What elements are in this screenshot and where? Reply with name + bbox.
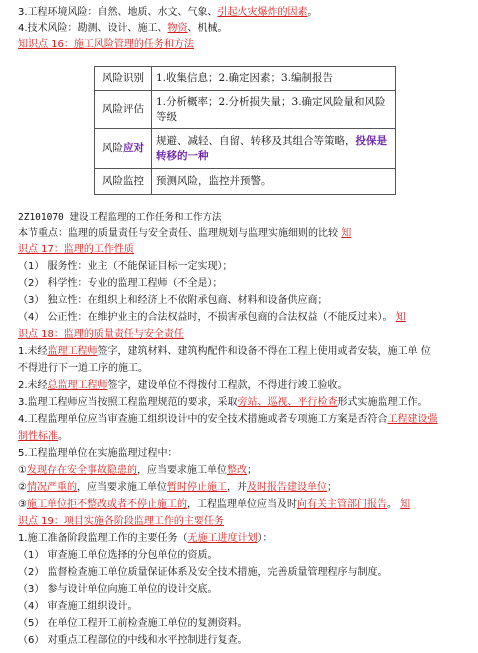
section-code-title: 2Z101070 建设工程监理的工作任务和工作方法 <box>18 212 222 223</box>
table-row <box>95 129 396 169</box>
list-item: （4） 公正性：在维护业主的合法权益时，不损害承包商的合法权益（不能反过来）。 知 <box>18 312 406 323</box>
row-content: 1.分析概率；2.分析损失量；3.确定风险量和风险等级 <box>152 91 396 129</box>
row-header: 风险评估 <box>95 91 152 129</box>
paragraph-line: ③施工单位拒不整改或者不停止施工的，工程监理单位应当及时向有关主管部门报告。 知 <box>18 499 411 510</box>
paragraph-line: 1.施工准备阶段监理工作的主要任务（无施工进度计划）： <box>18 533 273 544</box>
list-item: （4） 审查施工组织设计。 <box>18 601 138 612</box>
paragraph-line: 制性标准。 <box>18 431 68 442</box>
risk-management-table <box>94 66 396 195</box>
knowledge-point-19-heading: 识点 19：项目实施各阶段监理工作的主要任务 <box>18 516 224 527</box>
knowledge-point-17-heading: 识点 17：监理的工作性质 <box>18 244 134 255</box>
knowledge-point-16-heading: 知识点 16：施工风险管理的任务和方法 <box>18 39 194 50</box>
row-content: 规避、减轻、自留、转移及其组合等策略，投保是转移的一种 <box>152 129 396 169</box>
list-item: （1） 审查施工单位选择的分包单位的资质。 <box>18 550 218 561</box>
list-item: （3） 参与设计单位向施工单位的设计交底。 <box>18 584 218 595</box>
paragraph-line: 4.工程监理单位应当审查施工组织设计中的安全技术措施或者专项施工方案是否符合工程建设强 <box>18 414 438 425</box>
key-points-line: 本节重点：监理的质量责任与安全责任、监理规划与监理实施细则的比较 知 <box>18 228 352 239</box>
row-header: 风险识别 <box>95 67 152 91</box>
list-item: （1） 服务性：业主（不能保证目标一定实现）； <box>18 261 233 272</box>
list-item: （5） 在单位工程开工前检查施工单位的复测资料。 <box>18 618 248 629</box>
table-row <box>95 67 396 91</box>
paragraph-line: ②情况严重的，应当要求施工单位暂时停止施工，并及时报告建设单位； <box>18 482 337 493</box>
paragraph-line: ①发现存在安全事故隐患的，应当要求施工单位整改； <box>18 465 257 476</box>
row-header: 风险应对 <box>95 129 152 169</box>
paragraph-line: 1.未经监理工程师签字，建筑材料、建筑构配件和设备不得在工程上使用或者安装，施工单 位 <box>18 346 431 357</box>
list-item: （2） 科学性：专业的监理工程师（不全是）； <box>18 278 223 289</box>
row-content: 1.收集信息；2.确定因素；3.编制报告 <box>152 67 396 91</box>
text-line-environment-risk: 3.工程环境风险：自然、地质、水文、气象、引起火灾爆炸的因素。 <box>18 7 318 18</box>
highlight-materials: 物资 <box>167 23 188 34</box>
paragraph-line: 2.未经总监理工程师签字，建设单位不得拨付工程款，不得进行竣工验收。 <box>18 380 348 391</box>
paragraph-line: 不得进行下一道工序的施工。 <box>18 363 148 374</box>
text-line-technical-risk: 4.技术风险：勘测、设计、施工、物资、机械。 <box>18 23 228 34</box>
list-item: （3） 独立性：在组织上和经济上不依附承包商、材料和设备供应商； <box>18 295 328 306</box>
row-content: 预测风险，监控并预警。 <box>152 169 396 195</box>
list-item: （2） 监督检查施工单位质量保证体系及安全技术措施，完善质量管理程序与制度。 <box>18 567 388 578</box>
row-header: 风险监控 <box>95 169 152 195</box>
highlight-fire-explosion: 引起火灾爆炸的因素 <box>217 7 308 18</box>
table-row <box>95 169 396 195</box>
knowledge-point-18-heading: 识点 18：监理的质量责任与安全责任 <box>18 329 184 340</box>
paragraph-line: 5.工程监理单位在实施监理过程中： <box>18 448 178 459</box>
table-row <box>95 91 396 129</box>
paragraph-line: 3.监理工程师应当按照工程监理规范的要求，采取旁站、巡视、平行检查形式实施监理工作。 <box>18 397 428 408</box>
list-item: （6） 对重点工程部位的中线和水平控制进行复查。 <box>18 635 248 646</box>
